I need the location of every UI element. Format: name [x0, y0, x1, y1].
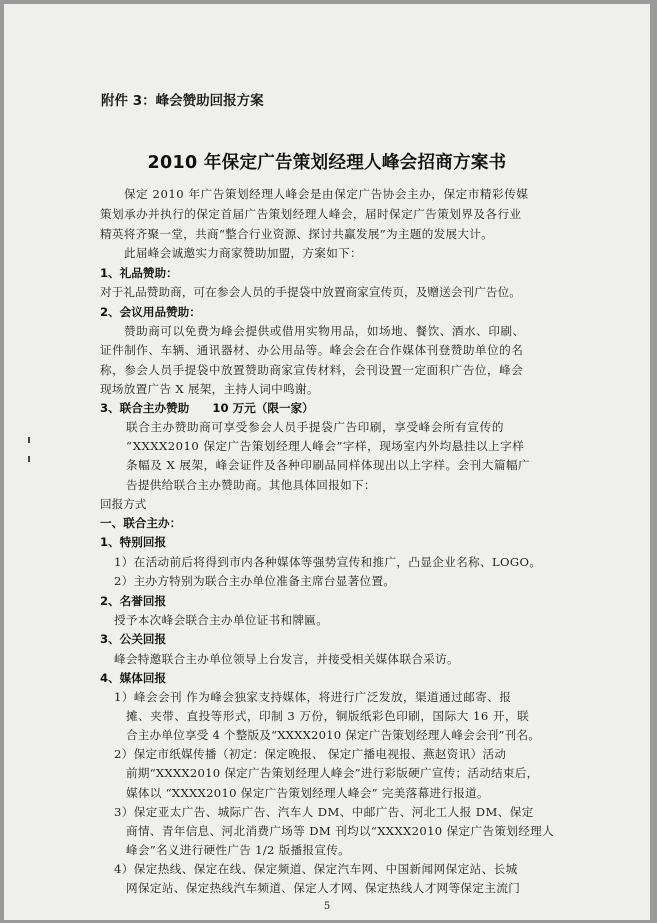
- body-line: 前期“XXXX2010 保定广告策划经理人峰会”进行彩版硬广宣传；活动结束后，: [126, 766, 539, 780]
- document-title: 2010 年保定广告策划经理人峰会招商方案书: [147, 153, 507, 173]
- section-heading: 2、名誉回报: [100, 594, 167, 608]
- body-line: 现场放置广告 X 展架，主持人词中鸣谢。: [100, 382, 319, 396]
- body-line: 保定 2010 年广告策划经理人峰会是由保定广告协会主办，保定市精彩传媒: [124, 187, 529, 201]
- attachment-title: 附件 3：峰会赞助回报方案: [101, 93, 264, 109]
- binding-mark: [28, 437, 30, 443]
- body-line: 条幅及 X 展架，峰会证件及各种印刷品同样体现出以上字样。会刊大篇幅广: [126, 458, 531, 472]
- body-line: 3）保定亚太广告、城际广告、汽车人 DM、中邮广告、河北工人报 DM、保定: [114, 805, 534, 819]
- body-line: 授予本次峰会联合主办单位证书和牌匾。: [114, 613, 329, 627]
- body-line: 称，参会人员手提袋中放置赞助商家宣传材料，会刊设置一定面积广告位，峰会: [100, 363, 524, 377]
- body-line: 2）主办方特别为联合主办单位准备主席台显著位置。: [114, 574, 396, 588]
- body-line: 峰会”名义进行硬性广告 1/2 版播报宣传。: [126, 843, 351, 857]
- section-heading: 2、会议用品赞助：: [100, 305, 201, 319]
- body-line: 策划承办并执行的保定首届广告策划经理人峰会，届时保定广告策划界及各行业: [100, 207, 522, 221]
- body-line: 赞助商可以免费为峰会提供或借用实物用品，如场地、餐饮、酒水、印刷、: [124, 324, 525, 338]
- body-line: 对于礼品赞助商，可在参会人员的手提袋中放置商家宣传页，及赠送会刊广告位。: [100, 285, 521, 299]
- section-heading: 3、联合主办赞助 10 万元（限一家）: [100, 401, 314, 415]
- body-line: 联合主办赞助商可享受参会人员手提袋广告印刷，享受峰会所有宣传的: [126, 420, 505, 434]
- section-heading: 一、联合主办：: [100, 516, 182, 530]
- section-heading: 3、公关回报: [100, 632, 167, 646]
- binding-mark: [28, 456, 30, 462]
- section-heading: 1、礼品赞助：: [100, 266, 178, 280]
- body-line: “XXXX2010 保定广告策划经理人峰会”字样，现场室内外均悬挂以上字样: [126, 439, 525, 453]
- page-number: 5: [323, 901, 331, 912]
- body-line: 告提供给联合主办赞助商。其他具体回报如下：: [126, 478, 376, 492]
- body-line: 商情、青年信息、河北消费广场等 DM 刊均以“XXXX2010 保定广告策划经理人: [126, 824, 555, 838]
- body-line: 4）保定热线、保定在线、保定频道、保定汽车网、中国新闻网保定站、长城: [114, 862, 518, 876]
- body-line: 1）在活动前后将得到市内各种媒体等强势宣传和推广，凸显企业名称、LOGO。: [114, 555, 542, 569]
- body-line: 媒体以 “XXXX2010 保定广告策划经理人峰会” 完美落幕进行报道。: [126, 786, 489, 800]
- body-line: 1）峰会会刊 作为峰会独家支持媒体，将进行广泛发放，渠道通过邮寄、报: [114, 690, 512, 704]
- body-line: 此届峰会诚邀实力商家赞助加盟，方案如下：: [124, 246, 362, 260]
- body-line: 回报方式: [100, 497, 147, 511]
- body-line: 网保定站、保定热线汽车频道、保定人才网、保定热线人才网等保定主流门: [126, 881, 521, 895]
- body-line: 2）保定市纸媒传播（初定：保定晚报、 保定广播电视报、燕赵资讯）活动: [114, 747, 507, 761]
- section-heading: 1、特别回报: [100, 535, 167, 549]
- section-heading: 4、媒体回报: [100, 671, 167, 685]
- body-line: 合主办单位享受 4 个整版及“XXXX2010 保定广告策划经理人峰会会刊”刊名。: [126, 728, 541, 742]
- body-line: 摊、夹带、直投等形式，印制 3 万份，铜版纸彩色印刷，国际大 16 开，联: [126, 709, 530, 723]
- document-page: [4, 4, 650, 920]
- body-line: 峰会特邀联合主办单位领导上台发言，并接受相关媒体联合采访。: [114, 652, 459, 666]
- body-line: 证件制作、车辆、通讯器材、办公用品等。峰会会在合作媒体刊登赞助单位的名: [100, 343, 524, 357]
- body-line: 精英将齐聚一堂，共商“整合行业资源、探讨共赢发展”为主题的发展大计。: [100, 227, 494, 241]
